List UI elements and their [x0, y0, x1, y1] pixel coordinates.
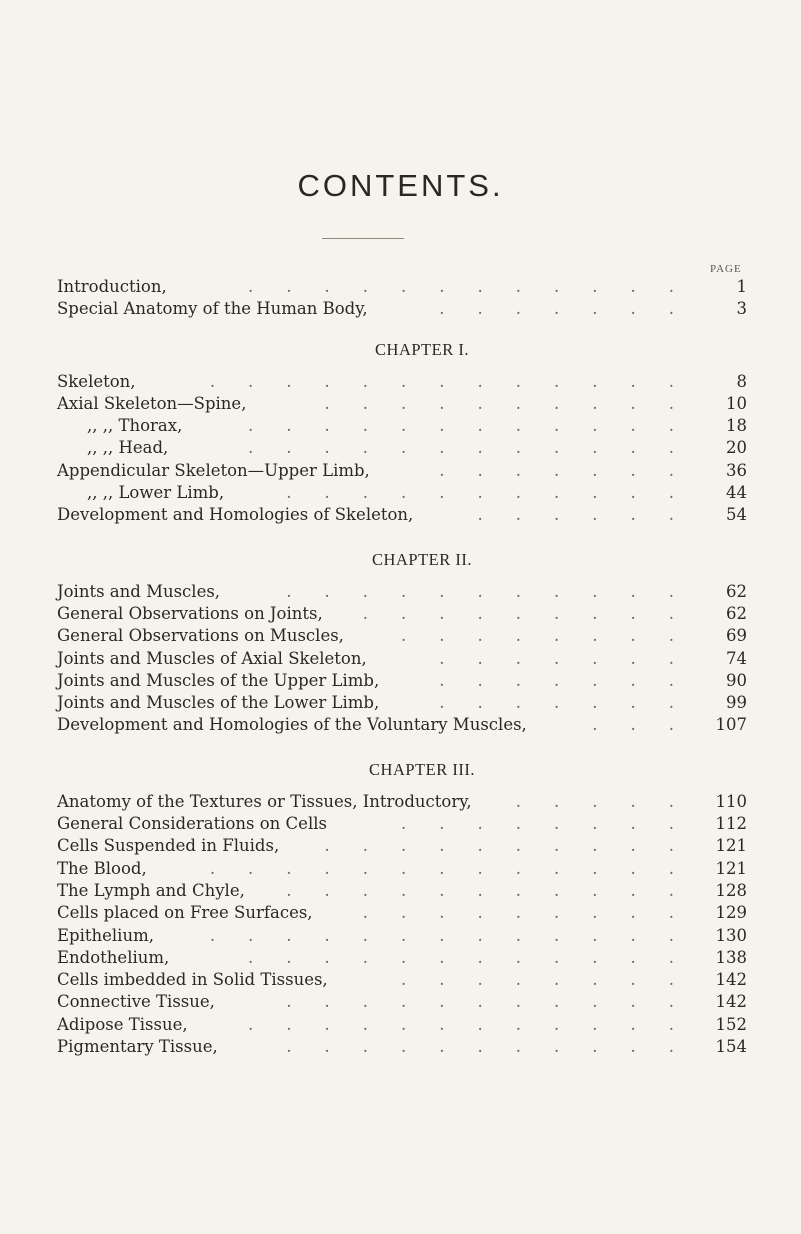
- leader-dots: . . . . . . . . . . .: [286, 483, 707, 503]
- leader-dots: . . . . . . . . .: [362, 903, 707, 923]
- leader-dots: . . . . . . . . . . .: [286, 1037, 707, 1057]
- toc-entry: [57, 969, 747, 991]
- leader-dots: . . . . . . .: [439, 299, 707, 319]
- leader-dots: . . . . . . . .: [401, 626, 707, 646]
- toc-entry: [57, 813, 747, 835]
- entry-title: Appendicular Skeleton—Upper Limb,: [57, 460, 370, 480]
- leader-dots: . . . . . . . .: [401, 970, 707, 990]
- leader-dots: . . . . . . . . . .: [324, 393, 707, 413]
- toc-entry: [57, 625, 747, 647]
- entry-page: 36: [726, 460, 747, 480]
- entry-page: 54: [726, 505, 747, 525]
- toc-entry: [57, 371, 747, 393]
- leader-dots: . . . . . . . . . . . . .: [209, 925, 707, 945]
- entry-title: Cells Suspended in Fluids,: [57, 836, 280, 856]
- leader-dots: . . . . . . . . . . . .: [248, 277, 707, 296]
- entry-page: 90: [726, 670, 747, 690]
- entry-title: Cells placed on Free Surfaces,: [57, 903, 313, 923]
- entry-page: 129: [715, 903, 747, 923]
- toc-entry: [57, 415, 747, 437]
- entry-page: 18: [726, 416, 747, 436]
- chapter-heading: CHAPTER III.: [369, 759, 475, 779]
- toc-entry: [57, 714, 747, 736]
- toc-entry: [57, 482, 747, 504]
- toc-entry: [57, 947, 747, 969]
- entry-page: 121: [715, 836, 747, 856]
- toc-entry: [57, 276, 747, 298]
- entry-page: 1: [736, 277, 747, 296]
- toc-entry: [57, 692, 747, 714]
- entry-title: Endothelium,: [57, 947, 170, 967]
- entry-page: 142: [715, 992, 747, 1012]
- entry-title: Special Anatomy of the Human Body,: [57, 299, 368, 319]
- entry-title: Joints and Muscles,: [57, 581, 221, 601]
- entry-page: 62: [726, 603, 747, 623]
- toc-entry: [57, 902, 747, 924]
- leader-dots: . . . . . . . . . . .: [286, 581, 707, 601]
- entry-title: Anatomy of the Textures or Tissues, Introductory,: [57, 791, 472, 811]
- toc-entry: [57, 460, 747, 482]
- leader-dots: . . . . . . . .: [401, 814, 707, 834]
- entry-page: 62: [726, 581, 747, 601]
- leader-dots: . . . . . .: [477, 505, 707, 525]
- toc-entry: [57, 670, 747, 692]
- entry-page: 110: [715, 791, 747, 811]
- entry-title: The Blood,: [57, 858, 147, 878]
- leader-dots: . . . . . . . . . . . .: [248, 947, 707, 967]
- leader-dots: . . . . . . .: [439, 648, 707, 668]
- entry-page: 44: [726, 483, 747, 503]
- entry-page: 121: [715, 858, 747, 878]
- leader-dots: . . . . . . . . .: [362, 603, 707, 623]
- leader-dots: . . . . . . . . . . . . .: [209, 371, 707, 391]
- entry-page: 128: [715, 880, 747, 900]
- entry-title: The Lymph and Chyle,: [57, 880, 245, 900]
- toc-entry: [57, 880, 747, 902]
- entry-page: 142: [715, 970, 747, 990]
- toc-entry: [57, 648, 747, 670]
- entry-title: Development and Homologies of Skeleton,: [57, 505, 414, 525]
- entry-title: Introduction,: [57, 277, 167, 296]
- entry-title: Cells imbedded in Solid Tissues,: [57, 970, 328, 990]
- entry-page: 99: [726, 693, 747, 713]
- leader-dots: . . . . . . . . . . . . .: [209, 858, 707, 878]
- entry-page: 112: [715, 814, 747, 834]
- entry-title: General Considerations on Cells: [57, 814, 327, 834]
- entry-title: Joints and Muscles of the Lower Limb,: [57, 693, 380, 713]
- leader-dots: . . . . . . . . . . . .: [248, 1014, 707, 1034]
- entry-page: 107: [715, 715, 747, 735]
- leader-dots: . . . . . . . . . . . .: [248, 438, 707, 458]
- entry-title: Pigmentary Tissue,: [57, 1037, 218, 1057]
- entry-title: Connective Tissue,: [57, 992, 215, 1012]
- page-column-label: PAGE: [710, 263, 742, 275]
- entry-page: 20: [726, 438, 747, 458]
- entry-title: Skeleton,: [57, 371, 136, 391]
- entry-page: 154: [715, 1037, 747, 1057]
- leader-dots: . . . . . . .: [439, 460, 707, 480]
- leader-dots: . . . . . . .: [439, 693, 707, 713]
- entry-page: 74: [726, 648, 747, 668]
- entry-title: General Observations on Joints,: [57, 603, 323, 623]
- toc-entry: [57, 835, 747, 857]
- contents-list: [57, 276, 747, 1058]
- toc-entry: [57, 581, 747, 603]
- toc-entry: [57, 925, 747, 947]
- entry-title: General Observations on Muscles,: [57, 626, 344, 646]
- entry-page: 138: [715, 947, 747, 967]
- chapter-heading: CHAPTER II.: [372, 549, 472, 569]
- entry-title: Development and Homologies of the Voluntary Muscles,: [57, 715, 527, 735]
- entry-page: 152: [715, 1014, 747, 1034]
- leader-dots: . . . . .: [515, 791, 707, 811]
- toc-entry: [57, 1036, 747, 1058]
- entry-page: 130: [715, 925, 747, 945]
- entry-page: 10: [726, 393, 747, 413]
- toc-entry: [57, 393, 747, 415]
- toc-entry: [57, 791, 747, 813]
- chapter-heading: CHAPTER I.: [375, 339, 469, 359]
- title-rule: [322, 238, 404, 239]
- entry-title: ,, ,, Thorax,: [87, 416, 183, 436]
- toc-entry: [57, 437, 747, 459]
- chapters: [57, 339, 747, 1059]
- page-title: CONTENTS.: [297, 168, 504, 203]
- toc-entry: [57, 991, 747, 1013]
- toc-entry: [57, 858, 747, 880]
- leader-dots: . . .: [592, 715, 707, 735]
- leader-dots: . . . . . . . . . . .: [286, 880, 707, 900]
- toc-entry: [57, 1014, 747, 1036]
- entry-title: Joints and Muscles of Axial Skeleton,: [57, 648, 367, 668]
- leader-dots: . . . . . . . . . .: [324, 836, 707, 856]
- toc-entry: [57, 504, 747, 526]
- entry-title: Adipose Tissue,: [57, 1014, 188, 1034]
- entry-title: Epithelium,: [57, 925, 154, 945]
- toc-entry: [57, 298, 747, 320]
- leader-dots: . . . . . . . . . . .: [286, 992, 707, 1012]
- leader-dots: . . . . . . .: [439, 670, 707, 690]
- leader-dots: . . . . . . . . . . . .: [248, 416, 707, 436]
- entry-page: 3: [736, 299, 747, 319]
- entry-title: Joints and Muscles of the Upper Limb,: [57, 670, 380, 690]
- toc-entry: [57, 603, 747, 625]
- entry-page: 8: [736, 371, 747, 391]
- entry-title: ,, ,, Head,: [87, 438, 169, 458]
- entry-page: 69: [726, 626, 747, 646]
- entry-title: ,, ,, Lower Limb,: [87, 483, 225, 503]
- entry-title: Axial Skeleton—Spine,: [57, 393, 247, 413]
